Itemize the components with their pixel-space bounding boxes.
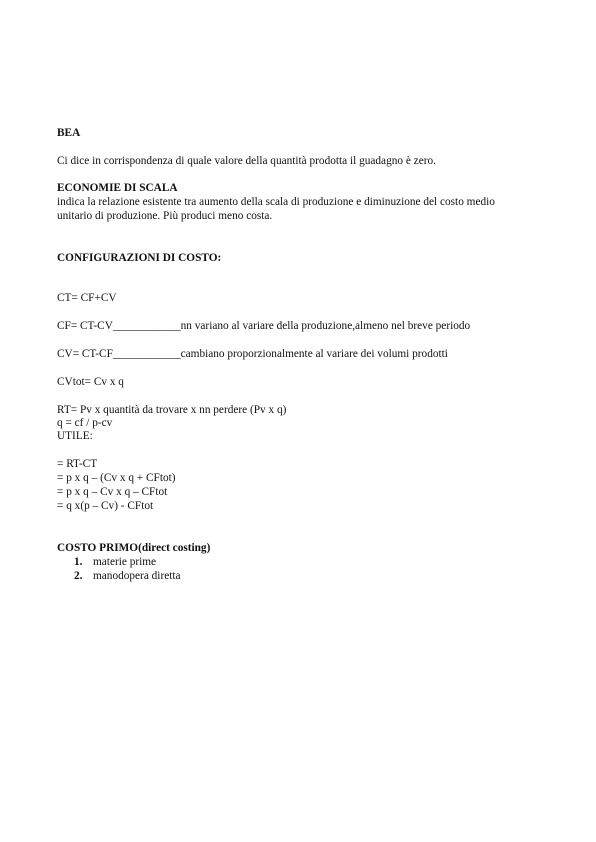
bea-text: Ci dice in corrispondenza di quale valore della quantità prodotta il guadagno è zero. [57, 155, 436, 167]
list-item-text: manodopera diretta [93, 570, 181, 582]
formula-q: q = cf / p-cv [57, 417, 113, 429]
economie-text-line2: unitario di produzione. Più produci meno costa. [57, 210, 273, 222]
equation-line-4: = q x(p – Cv) - CFtot [57, 500, 154, 512]
formula-cvtot: CVtot= Cv x q [57, 376, 124, 388]
economie-text-line1: indica la relazione esistente tra aumento della scala di produzione e diminuzione del costo medio [57, 196, 495, 208]
formula-ct: CT= CF+CV [57, 292, 117, 304]
economie-heading: ECONOMIE DI SCALA [57, 182, 178, 194]
list-item-number: 2. [74, 570, 83, 582]
formula-rt: RT= Pv x quantità da trovare x nn perdere (Pv x q) [57, 404, 287, 416]
config-heading: CONFIGURAZIONI DI COSTO: [57, 252, 222, 264]
list-item-text: materie prime [93, 556, 157, 568]
costo-primo-heading: COSTO PRIMO(direct costing) [57, 542, 211, 554]
equation-line-2: = p x q – (Cv x q + CFtot) [57, 472, 176, 484]
list-item-number: 1. [74, 556, 83, 568]
formula-cf: CF= CT-CV____________nn variano al variare della produzione,almeno nel breve periodo [57, 320, 471, 332]
equation-line-3: = p x q – Cv x q – CFtot [57, 486, 168, 498]
utile-label: UTILE: [57, 430, 93, 442]
bea-heading: BEA [57, 127, 81, 139]
equation-line-1: = RT-CT [57, 458, 98, 470]
formula-cv: CV= CT-CF____________cambiano proporzionalmente al variare dei volumi prodotti [57, 348, 448, 360]
